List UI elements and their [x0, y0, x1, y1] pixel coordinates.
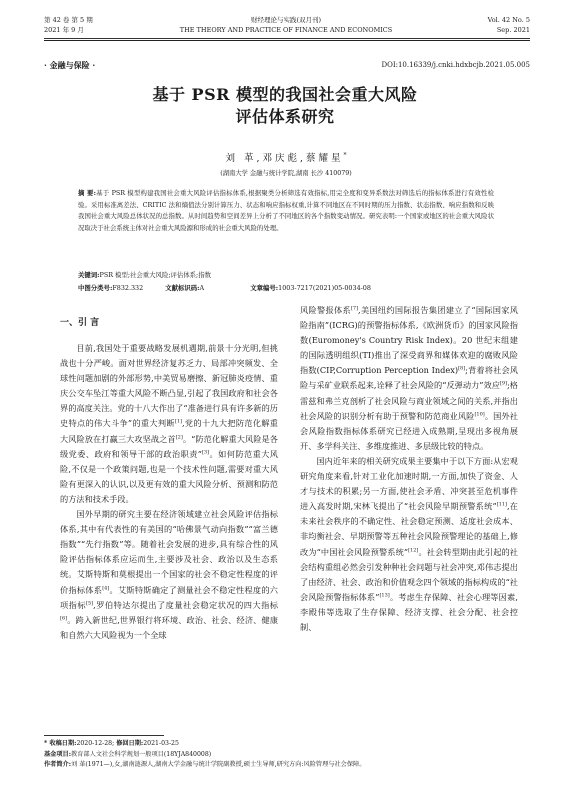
footnote: [44, 739, 530, 771]
author-names: 刘 革,邓庆彪,蔡耀星: [225, 153, 344, 164]
received-date: 2020-12-28: [76, 740, 113, 747]
keywords-text: PSR 模型;社会重大风险;评估体系;指数: [99, 271, 211, 279]
paragraph: 目前,我国处于重要战略发展机遇期,前景十分光明,但挑战也十分严峻。面对世界经济复苏乏力、局部冲突频发、全球性问题加剧的外部形势,中美贸易磨擦、新冠肺炎疫情、重庆公交车坠江等重大风险不断凸显,引起了我国政府和社会各界的高度关注。党的十八大作出了“准备进行具有许多新的历史特点的伟大斗争”的重大判断[1],党的十九大把防范化解重大风险放在打赢三大攻坚战之首[2]。“防范化解重大风险是各级党委、政府和领导干部的政治职责”[3]。如何防范重大风险,不仅是一个政策问题,也是一个技术性问题,需要对重大风险有更深入的认识,以及更有效的重大风险分析、预测和防范的方法和技术手段。: [60, 343, 278, 504]
article-no: 1003-7217(2021)05-0034-08: [278, 284, 371, 292]
clc-label: 中图分类号:: [78, 284, 113, 292]
doc-code-label: 文献标识码:: [165, 284, 200, 292]
title-line-2: 评估体系研究: [235, 107, 335, 126]
header-rule-bold: [44, 40, 530, 41]
footnote-author: [44, 760, 530, 771]
authors: [0, 150, 572, 164]
paragraph: 风险警报体系[7],美国纽约国际报告集团建立了“国际国家风险指南”(ICRG)的预警指标体系,《欧洲货币》的国家风险指数(Euromoney's Country Risk Index)。20 世纪末组建的国际透明组织(TI)推出了深受商界和媒体欢迎的腐败风险指数(CIP,Corruption Perception Index)[8];背着将社会风险与采矿业联系起来,诠释了社会风险的“反弹动力”效应[9];格雷兹和弗兰克剖析了社会风险与商业领域之间的关系,并指出社会风险的识别分析有助于预警和防范商业风险[10]。国外社会风险指数指标体系研究已经进入成熟期,呈现出多视角展开、多学科关注、多维度推进、多层级比较的特点。: [300, 305, 518, 451]
journal-en: THE THEORY AND PRACTICE OF FINANCE AND ECONOMICS: [179, 26, 393, 34]
title-footnote-mark: *: [343, 151, 347, 159]
citation-marker: [9]: [499, 380, 508, 387]
doc-code: A: [199, 284, 205, 292]
abstract-label: 摘 要:: [78, 189, 96, 197]
citation-marker: [13]: [379, 592, 390, 599]
affiliation: (湖南大学 金融与统计学院,湖南 长沙 410079): [220, 170, 352, 177]
journal-cn: 财经理论与实践(双月刊): [250, 16, 322, 24]
right-column: [300, 303, 518, 724]
left-column: [60, 316, 278, 724]
paragraph: 国内近年来的相关研究成果主要集中于以下方面:从宏观研究角度来看,针对工业化加速时期,一方面,加快了资金、人才与技术的积累;另一方面,使社会矛盾、冲突甚至危机事件进入高发时期,宋林飞提出了“社会风险早期预警系统”[11],在未来社会秩序的不确定性、社会稳定预测、适度社会成本、非均衡社会、早期预警等五种社会风险预警理论的基础上,修改为“中国社会风险预警系统”[12]。社会转型期由此引起的社会结构重组必然会引发种种社会问题与社会冲突,邓伟志提出了由经济、社会、政治和价值观念四个领域的指标构成的“社会风险预警指标体系”[13]。考虑生存保障、社会心理等因素,李殿伟等选取了生存保障、经济支撑、社会分配、社会控制、: [300, 455, 518, 632]
received-label: * 收稿日期:: [44, 740, 77, 747]
abstract-text: 基于 PSR 模型构建我国社会重大风险评估指标体系,根据聚类分析筛选有效指标,用完全度和变异系数法对筛选后的指标体系进行有效性检验。采用标准离差法、CRITIC 法和熵值法分别计算压力、状态和响应指标权重,计算不同地区在不同时期的压力指数、状态指数、响应指数和反映我国社会重大风险总体状况的总指数。从时间趋势和空间差异上分析了不同地区的各个指数变动情况。研究表明:一个国家或地区的社会重大风险状况取决于社会系统主体对社会重大风险源和形成的社会重大风险的处理。: [78, 189, 494, 232]
footnote-dates: * 收稿日期:2020-12-28; 修回日期:2021-03-25: [44, 740, 179, 747]
page-title: [60, 84, 510, 128]
clc-number: F832.332: [112, 284, 144, 292]
keywords: [78, 270, 494, 281]
citation-marker: [11]: [496, 501, 507, 508]
footnote-fund: [44, 750, 530, 761]
author-bio: 刘 革(1971—),女,湖南涟源人,湖南大学金融与统计学院副教授,硕士生导师,研究方向:风险管理与社会保障。: [71, 761, 366, 768]
doi: DOI:10.16339/j.cnki.hdxbcjb.2021.05.005: [381, 61, 530, 69]
title-line-2-wrap: [60, 106, 510, 128]
abstract: [78, 188, 494, 234]
keywords-label: 关键词:: [78, 271, 100, 279]
citation-marker: [12]: [408, 546, 419, 553]
section-heading-intro: 一、引 言: [60, 318, 100, 328]
author-bio-label: 作者简介:: [44, 761, 72, 768]
citation-marker: [10]: [474, 410, 485, 417]
revised-date: 2021-03-25: [143, 740, 179, 747]
volume-cn: 第 42 卷 第 5 期: [44, 16, 93, 24]
citation-marker: [7]: [350, 305, 359, 312]
citation-marker: [2]: [175, 433, 183, 440]
header-rule: [44, 38, 530, 39]
classification-line: [78, 283, 494, 294]
title-line-1: 基于 PSR 模型的我国社会重大风险: [152, 85, 418, 104]
footnote-rule: [44, 735, 164, 736]
citation-marker: [3]: [202, 448, 210, 455]
revised-label: 修回日期:: [116, 740, 144, 747]
citation-marker: [4]: [102, 584, 110, 591]
citation-marker: [8]: [458, 365, 466, 372]
article-no-label: 文章编号:: [250, 284, 279, 292]
citation-marker: [1]: [174, 418, 182, 425]
citation-marker: [6]: [60, 614, 68, 621]
fund-text: 教育部人文社会科学规划一般项目(18YJA840008): [71, 750, 212, 758]
date-cn: 2021 年 9 月: [44, 26, 84, 34]
citation-marker: [5]: [86, 599, 94, 606]
section-label: · 金融与保险 ·: [44, 60, 96, 70]
date-en: Sep. 2021: [496, 26, 530, 34]
paragraph: 国外早期的研究主要在经济领域建立社会风险评估指标体系,其中有代表性的有美国的“哈佛景气动向指数”“富兰德指数”“先行指数”等。随着社会发展的进步,具有综合性的风险评估指标体系应运而生,主要涉及社会、政治以及生态系统。艾斯特斯和莫根提出一个国家的社会不稳定性程度的评价指标体系[4]。艾斯特斯确定了测量社会不稳定性程度的六项指标[5],罗伯特达尔提出了度量社会稳定状况的四大指标[6]。跨入新世纪,世界银行将环境、政治、社会、经济、健康和自然六大风险视为一个全球: [60, 509, 278, 640]
volume-en: Vol. 42 No. 5: [487, 16, 530, 24]
fund-label: 基金项目:: [44, 750, 72, 758]
